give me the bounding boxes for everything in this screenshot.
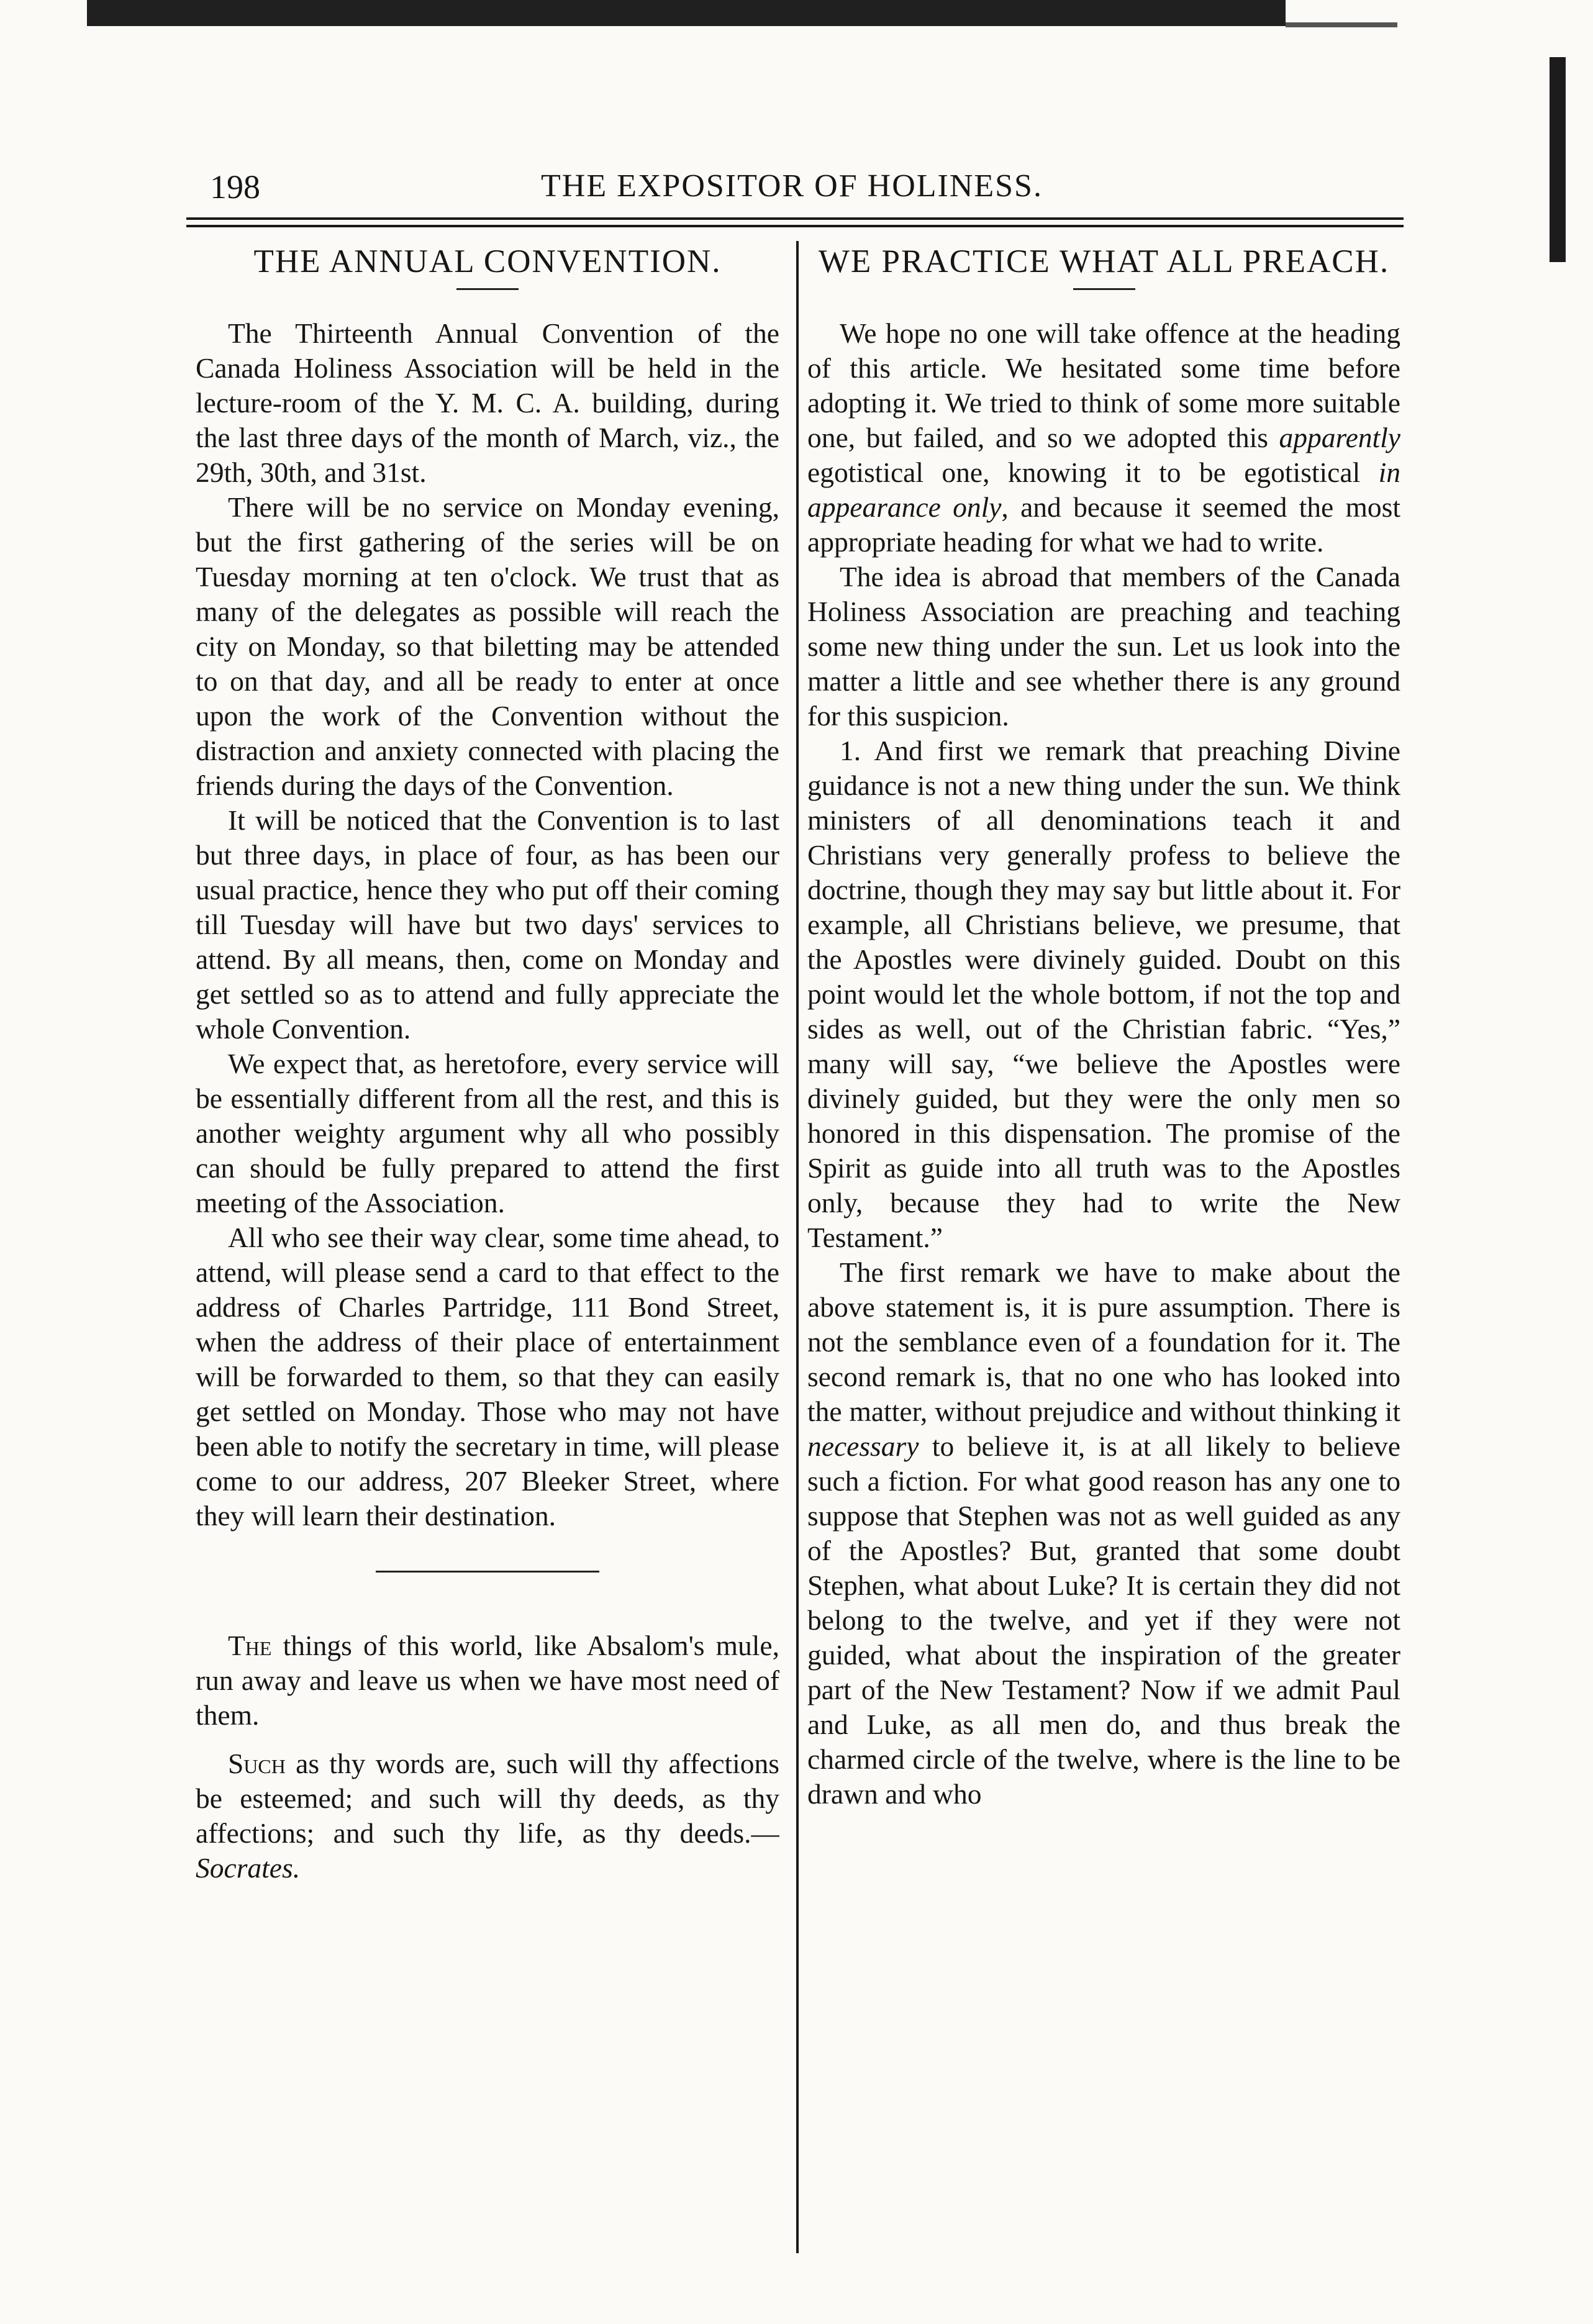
title-rule <box>456 288 519 290</box>
convention-paragraph-4: We expect that, as heretofore, every service will be essentially different from all the rest, and this is another weighty argument why all who possibly can should be fully prepared to attend the first meeting of the Association. <box>196 1048 779 1219</box>
p1-text-e: , and because it seemed the most appropriate heading for what we had to write. <box>807 491 1400 558</box>
socrates-lead: Such <box>228 1748 286 1779</box>
p1-text-a: We hope no one will take offence at the heading of this article. We hesitated some time before adopting it. We tried to think of some more suitable one, but failed, and so we adopted this <box>807 317 1400 453</box>
scan-margin-mark <box>1550 57 1566 262</box>
column-divider <box>796 241 799 2253</box>
p1-emphasis-appearance: in appearance only <box>807 456 1400 523</box>
right-column <box>807 241 1400 2259</box>
practice-paragraph-2: The idea is abroad that members of the Canada Holiness Association are preaching and teaching some new thing under the sun. Let us look into the matter a little and see whether there is any ground for this suspicion. <box>807 561 1400 732</box>
socrates-text: as thy words are, such will thy affections be esteemed; and such will thy deeds, as thy affections; and such thy life, as thy deeds.— <box>196 1748 779 1849</box>
page-number: 198 <box>210 168 260 206</box>
p1-emphasis-apparently: apparently <box>1279 422 1400 453</box>
convention-paragraph-1: The Thirteenth Annual Convention of the Canada Holiness Association will be held in the lecture-room of the Y. M. C. A. building, during the last three days of the month of March, viz., the 29th, 30th, and 31st. <box>196 317 779 488</box>
page-header <box>186 159 1397 209</box>
convention-paragraph-3: It will be noticed that the Convention is to last but three days, in place of four, as has been our usual practice, hence they who put off their coming till Tuesday will have but two days' services to attend. By all means, then, come on Monday and get settled so as to attend and fully appreciate the whole Convention. <box>196 804 779 1045</box>
article-title-annual-convention: THE ANNUAL CONVENTION. <box>253 243 722 279</box>
socrates-author: Socrates. <box>196 1852 301 1884</box>
convention-paragraph-2: There will be no service on Monday evening, but the first gathering of the series will be on Tuesday morning at ten o'clock. We trust that as many of the delegates as possible will reach the city on Monday, so that biletting may be attended to on that day, and all be ready to enter at once upon the work of the Convention without the distraction and anxiety connected with placing the friends during the days of the Convention. <box>196 491 779 801</box>
running-title: THE EXPOSITOR OF HOLINESS. <box>541 168 1043 204</box>
scan-edge-bar <box>87 0 1286 26</box>
title-rule-right <box>1073 288 1135 290</box>
convention-paragraph-5: All who see their way clear, some time ahead, to attend, will please send a card to that effect to the address of Charles Partridge, 111 Bond Street, when the address of their place of entertainment will be forwarded to them, so that they can easily get settled on Monday. Those who may not have been able to notify the secretary in time, will please come to our address, 207 Bleeker Street, where they will learn their destination. <box>196 1222 779 1532</box>
p4-emphasis-necessary: necessary <box>807 1430 919 1462</box>
article-title-we-practice: WE PRACTICE WHAT ALL PREACH. <box>818 243 1390 279</box>
practice-paragraph-3: 1. And first we remark that preaching Divine guidance is not a new thing under the sun. We think ministers of all denominations teach it and Christians very generally profess to believe the doctrine, though they may say but little about it. For example, all Christians believe, we presume, that the Apostles were divinely guided. Doubt on this point would let the whole bottom, if not the top and sides as well, out of the Christian fabric. “Yes,” many will say, “we believe the Apostles were divinely guided, but they were the only men so honored in this dispensation. The promise of the Spirit as guide into all truth was to the Apostles only, because they had to write the New Testament.” <box>807 735 1400 1253</box>
absalom-quote <box>196 1628 779 1733</box>
left-column <box>196 241 779 2259</box>
p4-text-a: The first remark we have to make about the above statement is, it is pure assumption. There is not the semblance even of a foundation for it. The second remark is, that no one who has looked into the matter, without prejudice and without thinking it <box>807 1256 1400 1427</box>
practice-paragraph-1 <box>807 316 1400 560</box>
scan-edge-bar-tail <box>1286 22 1397 27</box>
p4-text-c: to believe it, is at all likely to believe such a fiction. For what good reason has any one to suppose that Stephen was not as well guided as any of the Apostles? But, granted that some doubt Stephen, what about Luke? It is certain they did not belong to the twelve, and yet if they were not guided, what about the inspiration of the greater part of the New Testament? Now if we admit Paul and Luke, as all men do, and thus break the charmed circle of the twelve, where is the line to be drawn and who <box>807 1430 1400 1810</box>
p1-text-c: egotistical one, knowing it to be egotistical <box>807 456 1379 488</box>
absalom-lead: The <box>228 1630 272 1661</box>
header-rule-bottom <box>186 225 1404 227</box>
header-rule-top <box>186 217 1404 220</box>
socrates-quote <box>196 1746 779 1886</box>
section-divider <box>376 1571 599 1573</box>
practice-paragraph-4 <box>807 1255 1400 1812</box>
absalom-text: things of this world, like Absalom's mule, run away and leave us when we have most need of them. <box>196 1630 779 1731</box>
